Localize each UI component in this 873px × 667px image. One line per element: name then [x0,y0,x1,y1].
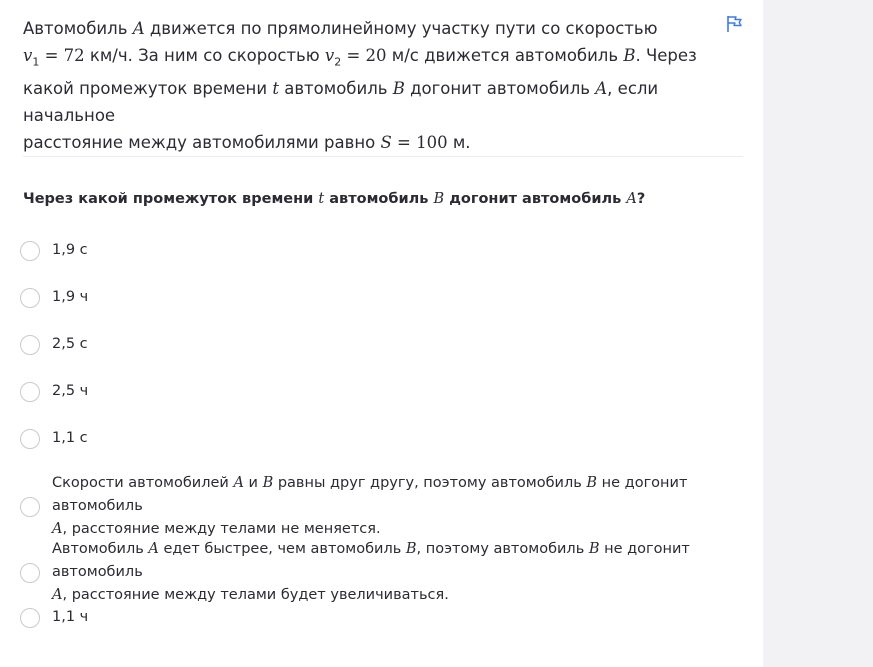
answer-option[interactable] [20,239,745,262]
radio-button[interactable] [20,608,40,628]
question-text: Через какой промежуток времени t автомобиль B догонит автомобиль A? [23,191,646,207]
radio-button[interactable] [20,563,40,583]
radio-button[interactable] [20,429,40,449]
option-label: Автомобиль A едет быстрее, чем автомобиль B, поэтому автомобиль B не догонит автомобиль A, расстояние между телами будет увеличиваться. [52,541,690,603]
radio-button[interactable] [20,382,40,402]
radio-button[interactable] [20,241,40,261]
radio-button[interactable] [20,497,40,517]
option-label: 1,1 с [52,430,88,446]
option-label: Скорости автомобилей A и B равны друг другу, поэтому автомобиль B не догонит автомобиль A, расстояние между телами не меняется. [52,475,688,537]
radio-button[interactable] [20,288,40,308]
answer-option[interactable] [20,538,745,607]
option-label: 1,1 ч [52,609,89,625]
option-label: 2,5 ч [52,383,89,399]
answer-option[interactable] [20,333,745,356]
answer-option[interactable] [20,606,745,629]
answer-option[interactable] [20,427,745,450]
section-divider [23,156,743,157]
option-label: 1,9 с [52,242,88,258]
option-label: 1,9 ч [52,289,89,305]
answer-option[interactable] [20,472,745,541]
option-label: 2,5 с [52,336,88,352]
report-flag-button[interactable] [725,14,745,34]
problem-statement: Автомобиль A движется по прямолинейному участку пути со скоростью $v_1 = 72$ км/ч. За ним со скоростью $v_2 = 20$ м/с движется автомобиль B. Через какой промежуток времени t автомобиль B догонит автомобиль A, если начальное расстояние между автомобилями равно S = 100 м. [23,19,697,153]
answer-option[interactable] [20,286,745,309]
radio-button[interactable] [20,335,40,355]
answer-option[interactable] [20,380,745,403]
flag-icon [725,14,745,34]
